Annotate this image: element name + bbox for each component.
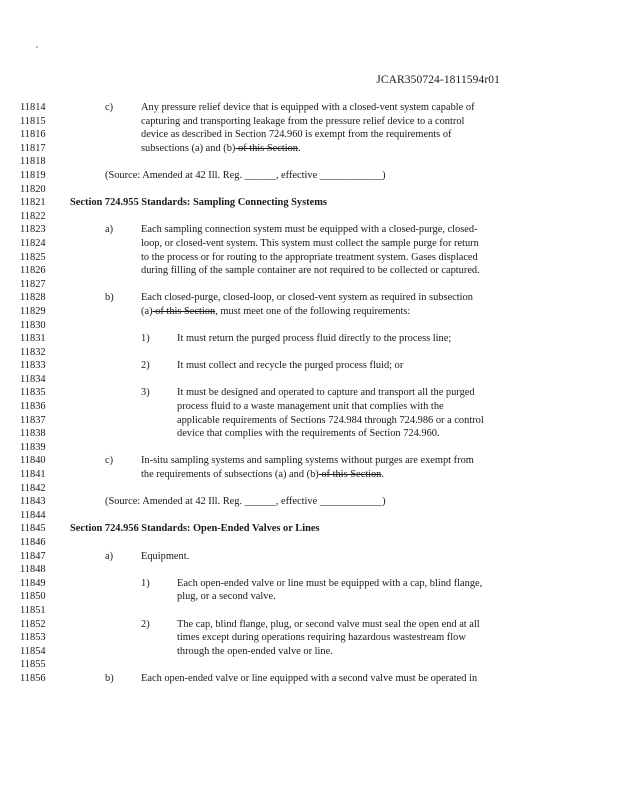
- line-number: 11836: [20, 401, 46, 413]
- line-11821: [20, 196, 540, 210]
- line-11833: [20, 359, 540, 373]
- line-text: to the process or for routing to the appropriate treatment system. Gases displaced: [141, 251, 478, 263]
- line-11831: [20, 332, 540, 346]
- line-text: device as described in Section 724.960 is exempt from the requirements of: [141, 129, 452, 141]
- line-text: It must return the purged process fluid directly to the process line;: [177, 333, 452, 345]
- line-11836: [20, 400, 540, 414]
- item-label: b): [105, 292, 114, 304]
- line-number: 11832: [20, 346, 46, 358]
- line-number: 11847: [20, 550, 46, 562]
- line-11815: [20, 115, 540, 129]
- line-11823: [20, 223, 540, 237]
- line-text: It must collect and recycle the purged process fluid; or: [177, 360, 404, 372]
- line-11842: [20, 482, 540, 496]
- line-text: (a): [141, 305, 153, 317]
- line-11846: [20, 536, 540, 550]
- line-text: The cap, blind flange, plug, or second valve must seal the open end at all: [177, 618, 480, 630]
- line-number: 11823: [20, 224, 46, 236]
- line-number: 11856: [20, 672, 46, 684]
- section-heading: Section 724.955 Standards: Sampling Connecting Systems: [70, 197, 327, 209]
- line-text: applicable requirements of Sections 724.984 through 724.986 or a control: [177, 414, 484, 426]
- line-number: 11835: [20, 387, 46, 399]
- line-text-end: .: [381, 469, 384, 481]
- line-11818: [20, 155, 540, 169]
- line-text: In-situ sampling systems and sampling systems without purges are exempt from: [141, 455, 474, 467]
- deleted-text: of this Section: [318, 469, 382, 481]
- line-text: Each open-ended valve or line must be equipped with a cap, blind flange,: [177, 577, 483, 589]
- item-label: 3): [141, 387, 150, 399]
- line-number: 11827: [20, 278, 46, 290]
- line-text: Each sampling connection system must be equipped with a closed-purge, closed-: [141, 224, 478, 236]
- line-11844: [20, 509, 540, 523]
- line-number: 11838: [20, 428, 46, 440]
- line-11839: [20, 441, 540, 455]
- line-11824: [20, 237, 540, 251]
- line-number: 11840: [20, 455, 46, 467]
- item-label: 1): [141, 577, 150, 589]
- line-text: Each closed-purge, closed-loop, or closed-vent system as required in subsection: [141, 292, 473, 304]
- line-number: 11849: [20, 577, 46, 589]
- line-number: 11817: [20, 142, 46, 154]
- line-text: It must be designed and operated to capture and transport all the purged: [177, 387, 475, 399]
- line-11827: [20, 278, 540, 292]
- line-11852: [20, 618, 540, 632]
- line-number: 11839: [20, 441, 46, 453]
- line-text: through the open-ended valve or line.: [177, 645, 333, 657]
- line-number: 11825: [20, 251, 46, 263]
- line-11838: [20, 427, 540, 441]
- line-number: 11815: [20, 115, 46, 127]
- item-label: a): [105, 224, 114, 236]
- line-11843: [20, 495, 540, 509]
- source-note: (Source: Amended at 42 Ill. Reg. ______, effective ____________): [105, 169, 386, 181]
- deleted-text: of this Section: [235, 142, 298, 154]
- line-number: 11837: [20, 414, 46, 426]
- line-11855: [20, 658, 540, 672]
- line-11850: [20, 590, 540, 604]
- line-text: loop, or closed-vent system. This system must collect the sample purge for return: [141, 237, 479, 249]
- line-text: Any pressure relief device that is equipped with a closed-vent system capable of: [141, 102, 475, 113]
- line-number: 11854: [20, 645, 46, 657]
- line-text: Equipment.: [141, 550, 190, 562]
- line-11816: [20, 128, 540, 142]
- line-number: 11830: [20, 319, 46, 331]
- scan-speck: [36, 46, 38, 48]
- line-number: 11824: [20, 237, 46, 249]
- line-11834: [20, 373, 540, 387]
- item-label: c): [105, 455, 114, 467]
- line-number: 11841: [20, 469, 46, 481]
- line-number: 11850: [20, 591, 46, 603]
- line-11832: [20, 346, 540, 360]
- line-text: device that complies with the requirements of Section 724.960.: [177, 428, 440, 440]
- item-label: c): [105, 102, 114, 113]
- line-number: 11814: [20, 102, 46, 113]
- section-heading: Section 724.956 Standards: Open-Ended Valves or Lines: [70, 523, 320, 535]
- line-text: during filling of the sample container are not required to be collected or captured.: [141, 265, 480, 277]
- source-note: (Source: Amended at 42 Ill. Reg. ______, effective ____________): [105, 496, 386, 508]
- line-text: plug, or a second valve.: [177, 591, 276, 603]
- line-text: Each open-ended valve or line equipped with a second valve must be operated in: [141, 672, 478, 684]
- line-11817: [20, 142, 540, 156]
- line-11826: [20, 264, 540, 278]
- line-11830: [20, 319, 540, 333]
- line-number: 11845: [20, 523, 46, 535]
- line-11814: [20, 101, 540, 115]
- line-number: 11851: [20, 604, 46, 616]
- line-number: 11852: [20, 618, 46, 630]
- line-11825: [20, 251, 540, 265]
- line-number: 11848: [20, 564, 46, 576]
- line-11847: [20, 550, 540, 564]
- line-number: 11819: [20, 169, 46, 181]
- line-number: 11828: [20, 292, 46, 304]
- line-number: 11844: [20, 509, 46, 521]
- line-11849: [20, 577, 540, 591]
- line-number: 11816: [20, 129, 46, 141]
- line-number: 11822: [20, 210, 46, 222]
- line-text: the requirements of subsections (a) and (b): [141, 469, 319, 481]
- item-label: a): [105, 550, 114, 562]
- line-11856: [20, 672, 540, 686]
- line-text: capturing and transporting leakage from the pressure relief device to a control: [141, 115, 465, 127]
- line-11854: [20, 645, 540, 659]
- line-text: times except during operations requiring hazardous wastestream flow: [177, 632, 466, 644]
- line-11837: [20, 414, 540, 428]
- line-number: 11853: [20, 632, 46, 644]
- document-body: [20, 101, 540, 686]
- line-11845: [20, 522, 540, 536]
- line-11853: [20, 631, 540, 645]
- document-id: JCAR350724-1811594r01: [376, 74, 500, 86]
- line-11819: [20, 169, 540, 183]
- line-number: 11855: [20, 659, 46, 671]
- line-number: 11833: [20, 360, 46, 372]
- line-text-end: .: [298, 142, 301, 154]
- line-text: subsections (a) and (b): [141, 142, 236, 154]
- line-11835: [20, 386, 540, 400]
- line-number: 11843: [20, 496, 46, 508]
- line-number: 11834: [20, 373, 46, 385]
- item-label: b): [105, 672, 114, 684]
- line-number: 11846: [20, 537, 46, 548]
- line-11848: [20, 563, 540, 577]
- line-number: 11818: [20, 156, 46, 168]
- deleted-text: of this Section: [152, 305, 216, 317]
- line-text: process fluid to a waste management unit that complies with the: [177, 401, 444, 413]
- line-11829: [20, 305, 540, 319]
- line-11822: [20, 210, 540, 224]
- line-number: 11829: [20, 305, 46, 317]
- line-number: 11820: [20, 183, 46, 195]
- line-11851: [20, 604, 540, 618]
- item-label: 2): [141, 618, 150, 630]
- line-number: 11831: [20, 333, 46, 345]
- line-text-end: , must meet one of the following requirements:: [215, 305, 411, 317]
- line-number: 11842: [20, 482, 46, 494]
- line-number: 11821: [20, 197, 46, 209]
- line-11828: [20, 291, 540, 305]
- line-number: 11826: [20, 265, 46, 277]
- line-11820: [20, 183, 540, 197]
- item-label: 2): [141, 360, 150, 372]
- line-11841: [20, 468, 540, 482]
- line-11840: [20, 454, 540, 468]
- item-label: 1): [141, 333, 150, 345]
